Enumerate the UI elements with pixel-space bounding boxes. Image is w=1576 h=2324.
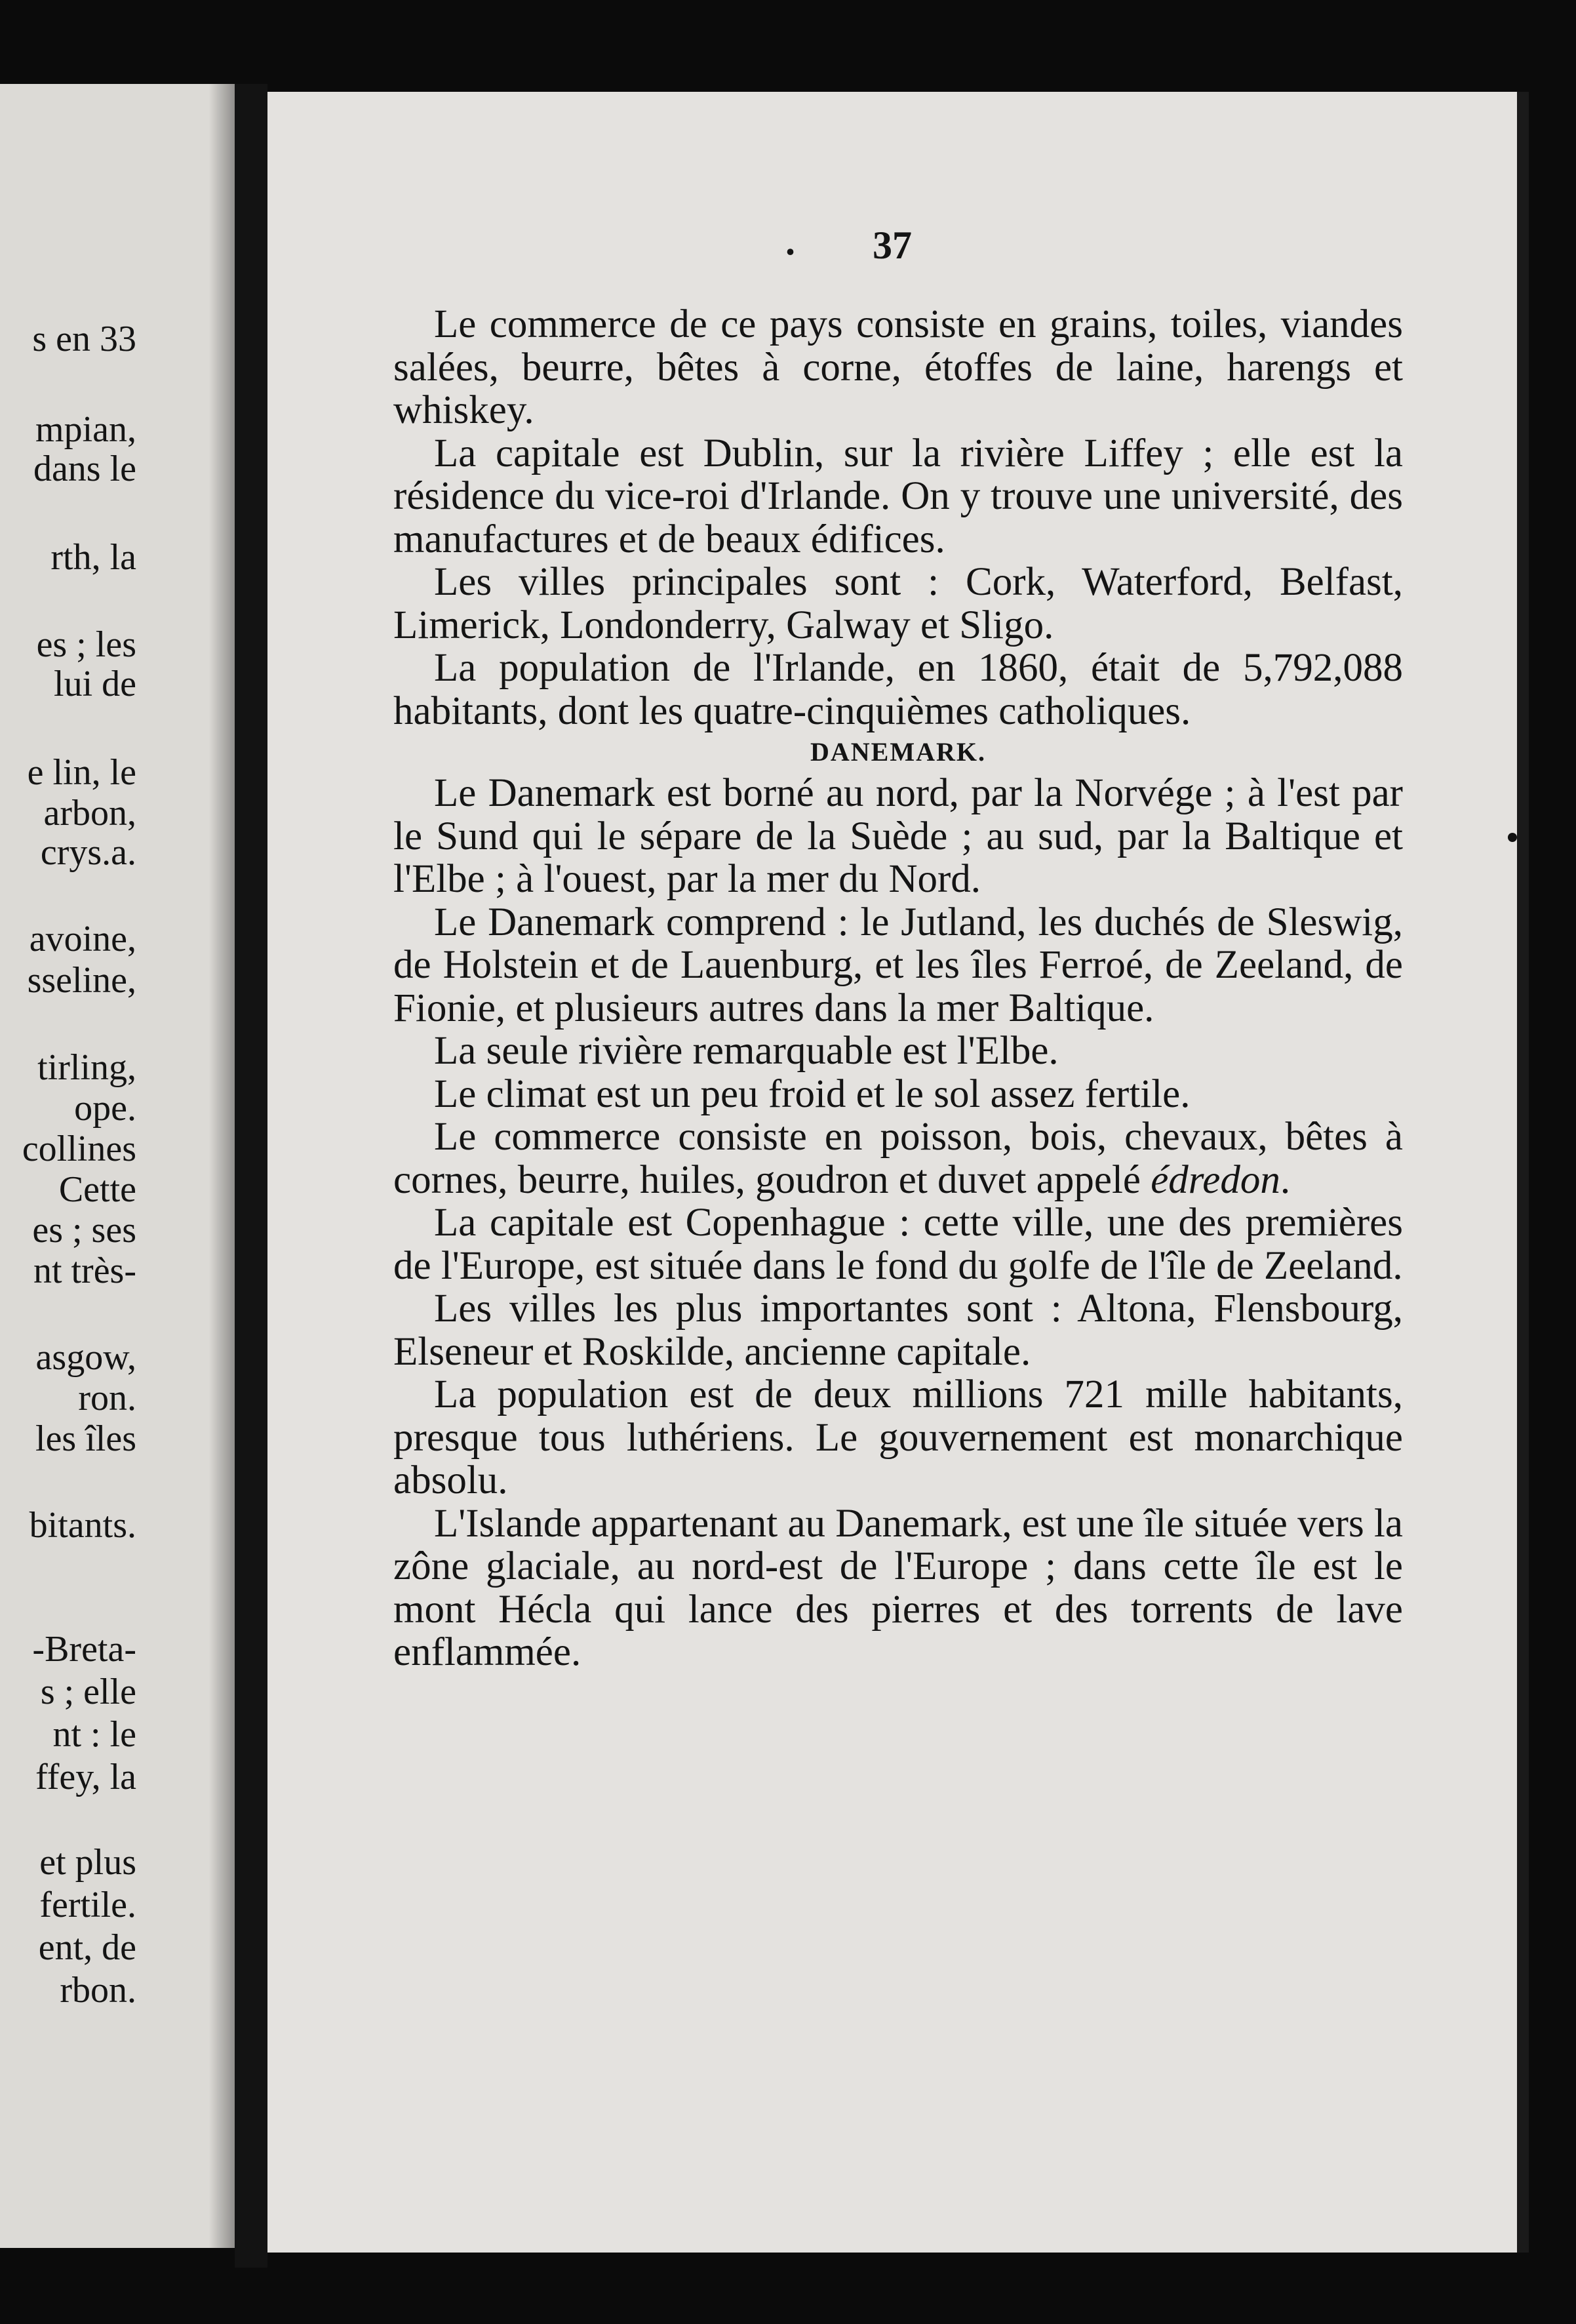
left-line: tirling,: [37, 1047, 136, 1088]
left-line: s ; elle: [40, 1672, 136, 1712]
commerce-end: .: [1280, 1157, 1291, 1202]
left-line: ent, de: [38, 1927, 136, 1968]
paragraph: La population de l'Irlande, en 1860, était de 5,792,088 habitants, dont les quatre-cinquièmes catholiques.: [393, 646, 1403, 733]
left-line: es ; ses: [32, 1210, 136, 1251]
page-number-row: [267, 220, 1517, 268]
left-line: avoine,: [29, 919, 136, 959]
page-number: 37: [873, 224, 912, 267]
commerce-text: Le commerce consiste en poisson, bois, chevaux, bêtes à cornes, beurre, huiles, goudron et duvet appelé: [393, 1115, 1403, 1202]
left-line: mpian,: [35, 409, 136, 450]
left-page-fragment: [0, 84, 235, 2248]
left-line: e lin, le: [27, 752, 136, 793]
paragraph: Le Danemark comprend : le Jutland, les duchés de Sleswig, de Holstein et de Lauenburg, et les îles Ferroé, de Zeeland, de Fionie, et plusieurs autres dans la mer Baltique.: [393, 900, 1403, 1030]
left-line: et plus: [39, 1842, 136, 1883]
left-line: ron.: [78, 1378, 136, 1418]
left-line: es ; les: [36, 624, 136, 665]
left-line: asgow,: [35, 1337, 136, 1378]
section-title: DANEMARK.: [810, 737, 986, 767]
paragraph: Le Danemark est borné au nord, par la Norvége ; à l'est par le Sund qui le sépare de la Suède ; au sud, par la Baltique et l'Elbe ; à l'ouest, par la mer du Nord.: [393, 771, 1403, 901]
left-line: ffey, la: [35, 1757, 136, 1797]
paragraph: L'Islande appartenant au Danemark, est une île située vers la zône glaciale, au nord-est de l'Europe ; dans cette île est le mont Hécla qui lance des pierres et des torrents de lave enflammée.: [393, 1501, 1403, 1674]
page-number-dot: .: [785, 220, 795, 263]
page-edge: [1517, 92, 1529, 2253]
left-line: lui de: [54, 664, 136, 704]
paragraph-commerce: [393, 1115, 1403, 1201]
left-line: les îles: [35, 1418, 136, 1459]
left-line: arbon,: [43, 793, 136, 833]
paragraph: La capitale est Copenhague : cette ville, une des premières de l'Europe, est située dans le fond du golfe de l'île de Zeeland.: [393, 1201, 1403, 1288]
ink-spot: [1508, 833, 1517, 842]
commerce-italic-term: édredon: [1151, 1157, 1280, 1202]
paragraph: La capitale est Dublin, sur la rivière Liffey ; elle est la résidence du vice-roi d'Irlande. On y trouve une université, des manufactures et de beaux édifices.: [393, 431, 1403, 561]
paragraph: La population est de deux millions 721 mille habitants, presque tous luthériens. Le gouvernement est monarchique absolu.: [393, 1372, 1403, 1502]
paragraph: La seule rivière remarquable est l'Elbe.: [434, 1029, 1059, 1073]
left-line: nt : le: [52, 1714, 136, 1755]
left-line: s en 33: [32, 319, 136, 359]
left-line: rbon.: [60, 1970, 136, 2011]
paragraph: Les villes les plus importantes sont : Altona, Flensbourg, Elseneur et Roskilde, ancienne capitale.: [393, 1287, 1403, 1374]
page-body: [393, 303, 1403, 1674]
left-line: -Breta-: [32, 1629, 136, 1670]
left-line: sseline,: [27, 960, 136, 1001]
right-page: [267, 92, 1517, 2253]
paragraph: Les villes principales sont : Cork, Waterford, Belfast, Limerick, Londonderry, Galway et Sligo.: [393, 560, 1403, 647]
left-line: bitants.: [29, 1505, 136, 1546]
paragraph: Le commerce de ce pays consiste en grains, toiles, viandes salées, beurre, bêtes à corne, étoffes de laine, harengs et whiskey.: [393, 302, 1403, 432]
left-line: fertile.: [39, 1885, 136, 1925]
left-line: collines: [22, 1129, 136, 1169]
left-line: nt très-: [33, 1251, 136, 1291]
paragraph: Le climat est un peu froid et le sol assez fertile.: [434, 1072, 1191, 1116]
left-line: rth, la: [50, 537, 136, 578]
left-line: crys.a.: [40, 832, 136, 873]
left-line: dans le: [33, 449, 136, 489]
page-gutter: [235, 84, 267, 2268]
left-line: Cette: [58, 1169, 136, 1210]
spine-shadow: [208, 84, 235, 2248]
left-line: ope.: [74, 1088, 136, 1129]
